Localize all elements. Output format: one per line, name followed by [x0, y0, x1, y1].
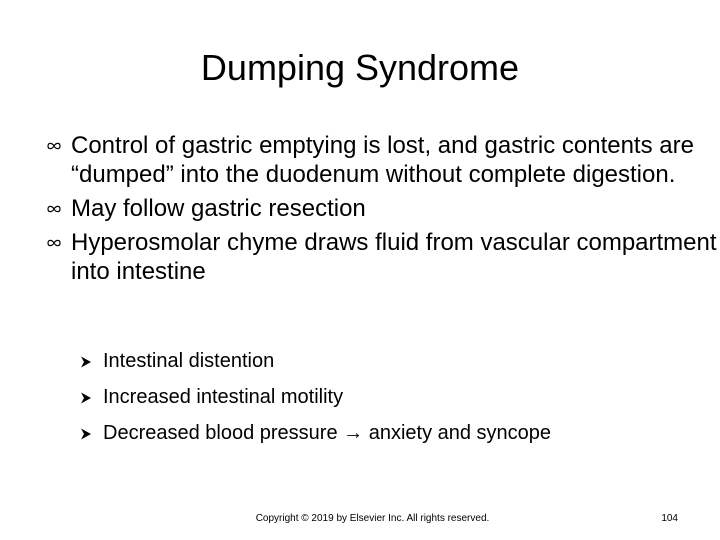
infinity-icon: [46, 201, 62, 217]
slide-title: Dumping Syndrome: [200, 47, 520, 88]
bullet-text: May follow gastric resection: [71, 195, 366, 222]
sub-bullet-list: [0, 349, 720, 457]
page-number: 104: [661, 513, 678, 524]
infinity-icon: [46, 235, 62, 251]
sub-bullet-text: Increased intestinal motility: [103, 386, 344, 408]
sub-bullet-text: Decreased blood pressure → anxiety and syncope: [103, 422, 552, 444]
bullet-item: [0, 194, 720, 223]
bullet-list: [0, 131, 720, 291]
footer-copyright: Copyright © 2019 by Elsevier Inc. All rights reserved.: [255, 513, 490, 524]
arrowhead-icon: [80, 356, 92, 368]
bullet-item: [0, 228, 720, 286]
sub-bullet-item: [0, 349, 720, 385]
bullet-item: [0, 131, 720, 189]
infinity-icon: [46, 138, 62, 154]
sub-bullet-item: [0, 421, 720, 457]
bullet-text: Control of gastric emptying is lost, and gastric contents are “dumped” into the duodenum without complete digestion.: [71, 132, 694, 188]
bullet-text: Hyperosmolar chyme draws fluid from vascular compartment into intestine: [71, 229, 717, 285]
sub-bullet-item: [0, 385, 720, 421]
sub-bullet-text: Intestinal distention: [103, 350, 275, 372]
arrowhead-icon: [80, 428, 92, 440]
arrowhead-icon: [80, 392, 92, 404]
